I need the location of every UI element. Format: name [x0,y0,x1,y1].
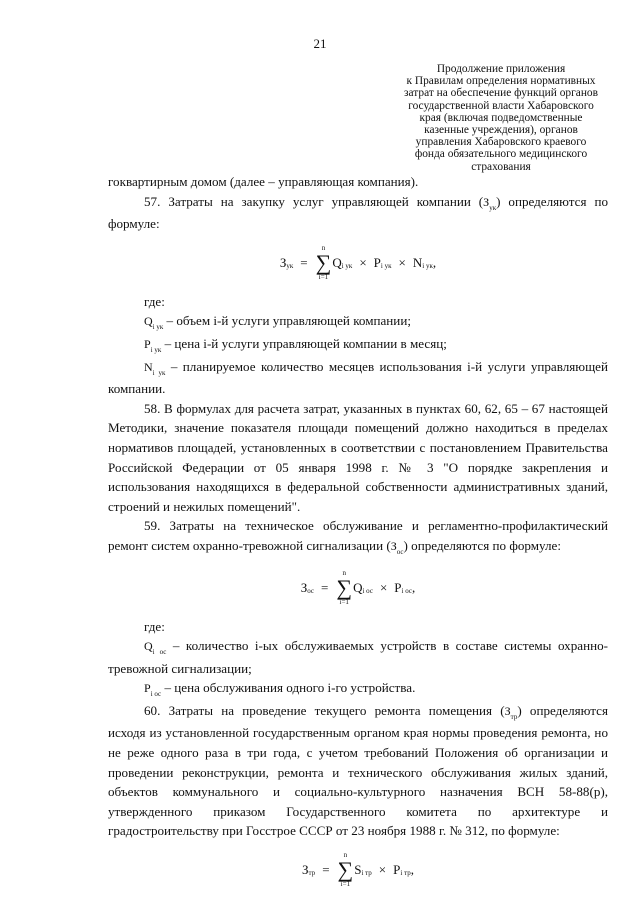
header-line: затрат на обеспечение функций органов [404,87,598,100]
continuation-text: гоквартирным домом (далее – управляющая компания). [108,174,419,189]
header-line: управления Хабаровского краевого [415,136,587,149]
page-number: 21 [313,36,327,51]
legend-57 [108,311,608,398]
header-line: Продолжение приложения [436,63,566,75]
formula-current-repair: З тр = n ∑ i=1 S i тр × P i тр , [302,851,414,889]
paragraph-59: 59. Затраты на техническое обслуживание и регламентно-профилактический ремонт систем охранно-тревожной сигнализации $(З_{ос})$ определяются по формуле: [108,518,608,556]
paragraph-57: 57. Затраты на закупку услуг управляющей компании $(З_{ук})$ определяются по формуле: [108,193,608,232]
header-line: казенные учреждения), органов [424,124,578,137]
document-body [108,172,608,899]
legend-item: $Q_{i ос}$ – количество i-ых обслуживаемых устройств в составе системы охранно-тревожной сигнализации; [108,638,608,676]
header-line: края (включая подведомственные [419,111,583,124]
header-line: страхования [471,160,531,173]
legend-59 [108,636,608,701]
sum-sign: n ∑ i=1 [315,243,332,281]
paragraph-58: 58. В формулах для расчета затрат, указанных в пунктах 60, 62, 65 – 67 настоящей Методики, значение показателя площади помещений должно находиться в пределах нормативов площадей, установленных в соответствии с постановлением Правительства Российской Федерации от 05 января 1998 г. № 3 "О порядке закрепления и использования находящихся в федеральной собственности административных зданий, строений и нежилых помещений". [108,400,608,514]
header-line: фонда обязательного медицинского [414,148,588,161]
legend-item: $P_{i ос}$ – цена обслуживания одного i-го устройства. [144,680,416,699]
appendix-header [382,63,620,173]
header-line: государственной власти Хабаровского [408,99,594,112]
where-label: где: [144,618,165,634]
paragraph-60: 60. Затраты на проведение текущего ремонта помещения $(З_{тр})$ определяются исходя из установленной государственным органом края нормы проведения ремонта, но не реже одного раза в три года, с учетом требований Положения об организации и проведении реконструкции, ремонта и технического обслуживания жилых зданий, объектов коммунального и социально-культурного назначения ВСН 58-88(р), утвержденного приказом Государственного комитета по архитектуре и градостроительству при Госстрое СССР от 23 ноября 1988 г. № 312, по формуле: [108,702,609,839]
where-label: где: [144,293,165,309]
formula-security-alarm: З ос = n ∑ i=1 Q i ос × P i ос , [300,568,416,606]
legend-item: $P_{i ук}$ – цена i-й услуги управляющей компании в месяц; [144,335,447,354]
legend-item: $N_{i ук}$ – планируемое количество месяцев использования i-й услуги управляющей компании. [108,358,608,397]
formula-management-services: З ук = n ∑ i=1 Q i ук × P i ук × N i ук , [279,243,437,281]
header-line: к Правилам определения нормативных [406,75,596,88]
sum-sign: n ∑ i=1 [336,568,353,606]
legend-item: $Q_{i ук}$ – объем i-й услуги управляющей компании; [144,313,411,332]
sum-sign: n ∑ i=1 [337,851,354,889]
